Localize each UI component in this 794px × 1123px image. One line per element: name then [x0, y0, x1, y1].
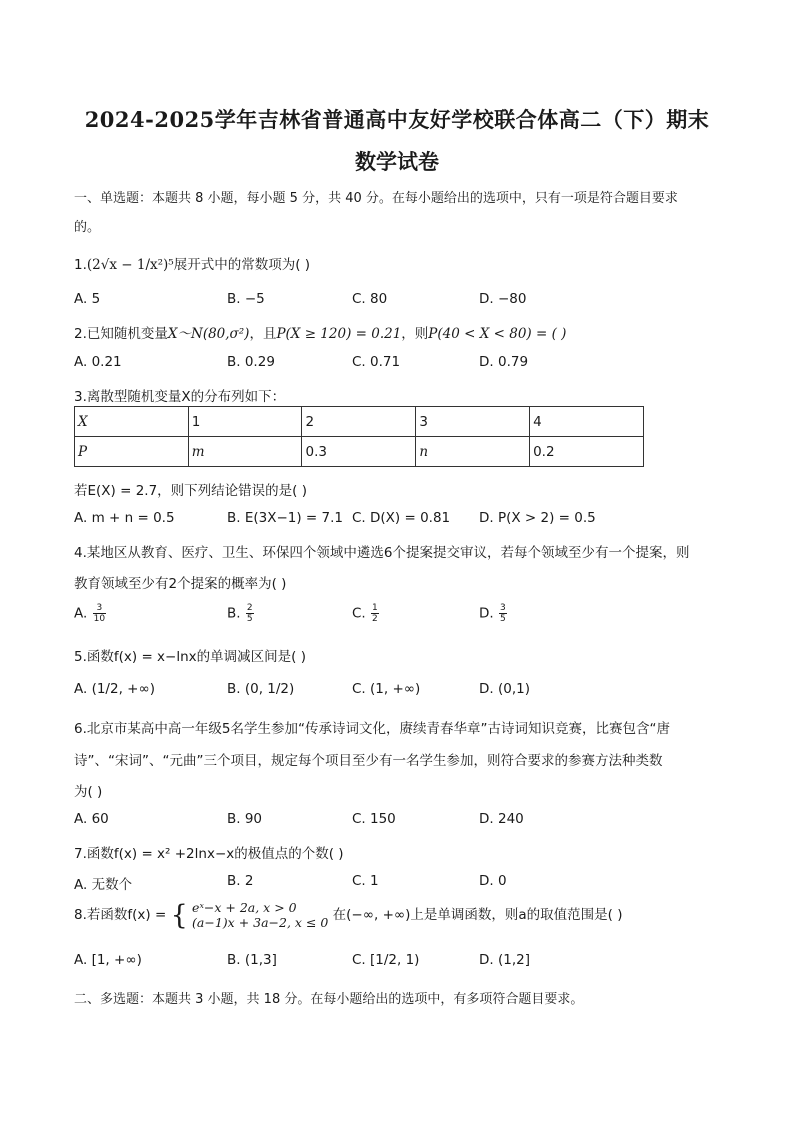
q1-option-c: C. 80 [352, 291, 388, 307]
q2-expr1: X～N(80,σ²) [167, 326, 250, 342]
q2-text3: ，则 [401, 326, 429, 342]
table-cell: n [416, 437, 530, 467]
question-4: 4.某地区从教育、医疗、卫生、环保四个领域中遴选6个提案提交审议，若每个领域至少有一个提案，则 [74, 545, 690, 561]
left-brace-icon: { [170, 899, 188, 931]
q2-text2: ，且 [249, 326, 277, 342]
distribution-table [74, 406, 644, 467]
question-8 [74, 900, 622, 930]
q3-option-d: D. P(X > 2) = 0.5 [479, 510, 596, 526]
exam-title-line2: 数学试卷 [355, 149, 439, 174]
section1-heading-cont: 的。 [74, 220, 101, 235]
question-3 [74, 385, 285, 405]
q7-option-d: D. 0 [479, 873, 507, 889]
question-6-cont2: 为( ) [74, 784, 103, 800]
q3-option-a: A. m + n = 0.5 [74, 510, 175, 526]
q6-option-b: B. 90 [227, 811, 263, 827]
q6-option-d: D. 240 [479, 811, 524, 827]
q2-option-d: D. 0.79 [479, 354, 529, 370]
q1-option-b: B. −5 [227, 291, 265, 307]
table-row [75, 407, 644, 437]
q6-option-c: C. 150 [352, 811, 396, 827]
fraction: $\frac{2}{5}$ [246, 603, 253, 624]
q7-option-c: C. 1 [352, 873, 379, 889]
q5-option-d: D. (0,1) [479, 681, 530, 697]
q6-option-a: A. 60 [74, 811, 109, 827]
q8-option-b: B. (1,3] [227, 952, 277, 968]
q2-option-a: A. 0.21 [74, 354, 122, 370]
question-7: 7.函数f(x) = x² +2lnx−x的极值点的个数( ) [74, 846, 344, 862]
q4-option-c: C. $\frac{1}{2}$ [352, 603, 378, 624]
table-cell: m [188, 437, 302, 467]
q3-number: 3. [74, 389, 87, 405]
q8-piecewise-cases [192, 900, 328, 930]
table-cell: 0.3 [302, 437, 416, 467]
table-cell: 4 [530, 407, 644, 437]
q8-case-2: (a−1)x + 3a−2, x ≤ 0 [192, 915, 329, 930]
table-cell: 2 [302, 407, 416, 437]
q2-expr2: P(X ≥ 120) = 0.21 [276, 326, 402, 342]
table-cell: 1 [188, 407, 302, 437]
q8-case-1: eˣ−x + 2a, x > 0 [192, 900, 297, 915]
q4-option-d: D. $\frac{3}{5}$ [479, 603, 506, 624]
table-cell: P [75, 437, 189, 467]
question-5: 5.函数f(x) = x−lnx的单调减区间是( ) [74, 649, 306, 665]
question-6-cont: 诗”、“宋词”、“元曲”三个项目，规定每个项目至少有一名学生参加，则符合要求的参赛方法种类数 [74, 753, 663, 769]
question-4-cont: 教育领域至少有2个提案的概率为( ) [74, 576, 287, 592]
q8-option-c: C. [1/2, 1) [352, 952, 420, 968]
section2-heading: 二、多选题：本题共 3 小题，共 18 分。在每小题给出的选项中，有多项符合题目要求。 [74, 992, 584, 1007]
exam-title-line1: 2024-2025学年吉林省普通高中友好学校联合体高二（下）期末 [84, 107, 710, 132]
q4-option-b: B. $\frac{2}{5}$ [227, 603, 253, 624]
q3-condition: 若E(X) = 2.7，则下列结论错误的是( ) [74, 483, 307, 499]
q3-option-c: C. D(X) = 0.81 [352, 510, 451, 526]
q3-option-b: B. E(3X−1) = 7.1 [227, 510, 344, 526]
q1-option-d: D. −80 [479, 291, 527, 307]
q1-expression: (2√x − 1/x²)⁵ [86, 257, 174, 273]
q2-option-c: C. 0.71 [352, 354, 401, 370]
q8-prefix: 8.若函数f(x) = [74, 907, 167, 923]
q1-number: 1. [74, 257, 87, 273]
fraction: $\frac{1}{2}$ [372, 603, 378, 624]
q1-text: 展开式中的常数项为( ) [173, 257, 311, 273]
question-1 [74, 253, 310, 273]
q5-option-c: C. (1, +∞) [352, 681, 421, 697]
q8-option-d: D. (1,2] [479, 952, 530, 968]
q2-option-b: B. 0.29 [227, 354, 275, 370]
q5-option-b: B. (0, 1/2) [227, 681, 295, 697]
fraction: $\frac{3}{10}$ [93, 603, 106, 624]
q8-option-a: A. [1, +∞) [74, 952, 142, 968]
q1-option-a: A. 5 [74, 291, 101, 307]
table-cell: 0.2 [530, 437, 644, 467]
table-cell: X [75, 407, 189, 437]
q2-number: 2. [74, 326, 87, 342]
table-row [75, 437, 644, 467]
q7-option-a: A. 无数个 [74, 877, 133, 893]
q2-expr3: P(40 < X < 80) = ( ) [428, 326, 567, 342]
q8-suffix: 在(−∞, +∞)上是单调函数，则a的取值范围是( ) [332, 907, 623, 923]
q4-option-a: A. $\frac{3}{10}$ [74, 603, 106, 624]
section1-heading: 一、单选题：本题共 8 小题，每小题 5 分，共 40 分。在每小题给出的选项中，只有一项是符合题目要求 [74, 191, 678, 206]
fraction: $\frac{3}{5}$ [499, 603, 506, 624]
question-2 [74, 322, 566, 342]
table-cell: 3 [416, 407, 530, 437]
q3-text: 离散型随机变量X的分布列如下： [86, 389, 286, 405]
q7-option-b: B. 2 [227, 873, 254, 889]
q2-text1: 已知随机变量 [86, 326, 168, 342]
q5-option-a: A. (1/2, +∞) [74, 681, 155, 697]
question-6: 6.北京市某高中高一年级5名学生参加“传承诗词文化，赓续青春华章”古诗词知识竞赛，比赛包含“唐 [74, 721, 670, 737]
